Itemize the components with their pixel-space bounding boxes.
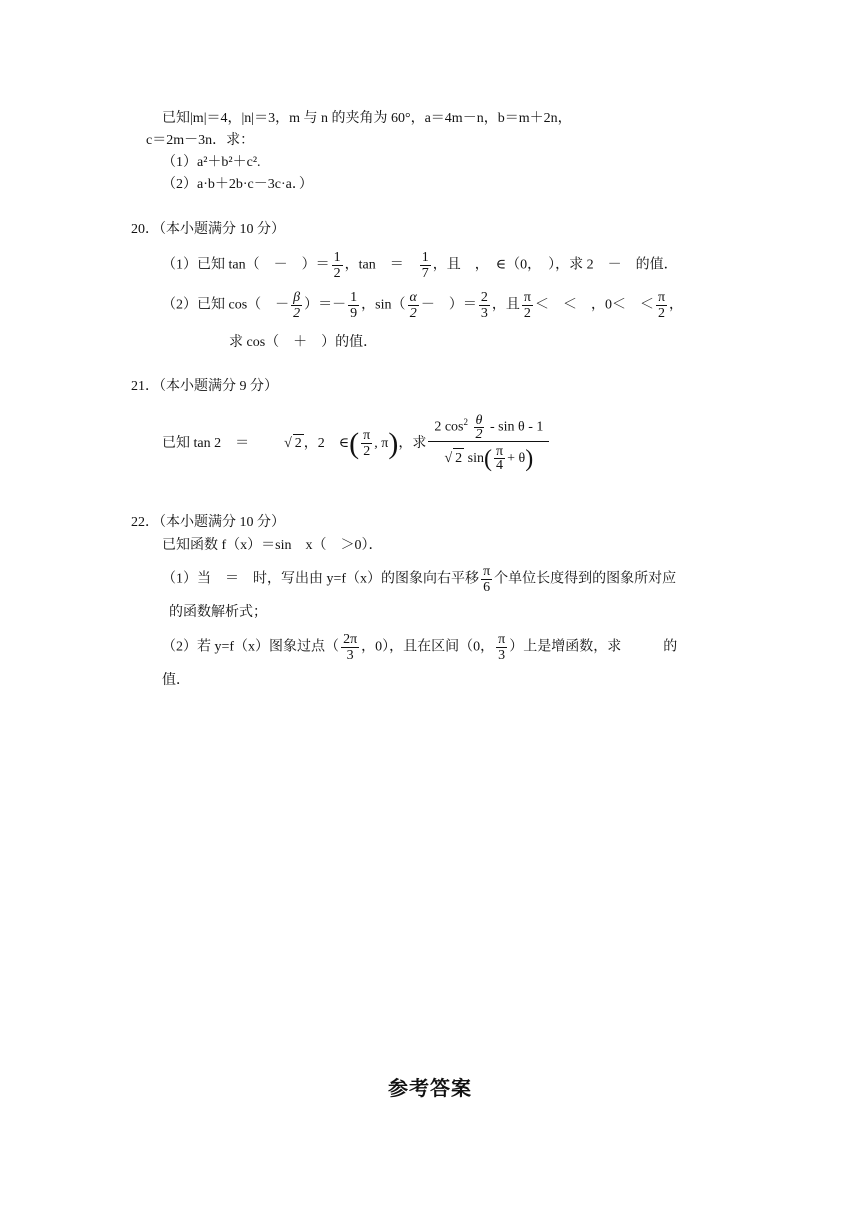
q21-mid: ，2 ∈ bbox=[303, 435, 350, 451]
q22-part2-line2: 值． bbox=[162, 673, 190, 688]
q20-p1-prefix: （1）已知 tan（ － ）＝ bbox=[162, 257, 330, 273]
q20-header: 20．（本小题满分 10 分） bbox=[131, 222, 285, 237]
q22-header: 22．（本小题满分 10 分） bbox=[131, 515, 285, 530]
q20-p2-f: ＜ ＜ ，0＜ ＜ bbox=[534, 297, 654, 313]
q22-p1-b: 个单位长度得到的图象所对应 bbox=[494, 571, 677, 587]
q19-line2: c＝2m－3n．求： bbox=[146, 133, 255, 148]
fraction-two-pi-third: $\frac{2\pi}{3}$ bbox=[343, 632, 358, 663]
fraction-pi-sixth: $\frac{\pi}{6}$ bbox=[483, 564, 491, 595]
q20-p1-suffix: ，且 ， ∈（0， ），求 2 － 的值． bbox=[432, 257, 678, 273]
q21-ask: ，求 bbox=[398, 435, 427, 451]
q20-part1 bbox=[162, 250, 678, 281]
fraction-pi-half-a: $\frac{\pi}{2}$ bbox=[523, 290, 531, 321]
fraction-two-thirds: $\frac{2}{3}$ bbox=[480, 290, 488, 321]
q19-part2: （2）a·b＋2b·c－3c·a．） bbox=[162, 177, 313, 192]
fraction-beta-half: $\frac{\beta}{2}$ bbox=[293, 290, 301, 321]
q21-header: 21．（本小题满分 9 分） bbox=[131, 379, 278, 394]
fraction-one-half: $\frac{1}{2}$ bbox=[333, 250, 341, 281]
q20-part2-line2: 求 cos（ ＋ ）的值． bbox=[229, 335, 378, 350]
q19-part1: （1）a²＋b²＋c². bbox=[162, 155, 261, 170]
q22-part1-line2: 的函数解析式； bbox=[169, 605, 267, 620]
q20-p2-d: － ）＝ bbox=[420, 297, 477, 313]
fraction-one-seventh: $\frac{1}{7}$ bbox=[421, 250, 429, 281]
fraction-alpha-half: $\frac{\alpha}{2}$ bbox=[409, 290, 417, 321]
q22-p2-b: ，0），且在区间（0， bbox=[361, 639, 495, 655]
q22-intro: 已知函数 f（x）＝sin x（ ＞0）． bbox=[162, 538, 383, 553]
q20-p2-e: ，且 bbox=[491, 297, 520, 313]
q22-p1-a: （1）当 ＝ 时，写出由 y=f（x）的图象向右平移 bbox=[162, 571, 480, 587]
interval-pi-half-pi: ( $\frac{\pi}{2}$ , π ) bbox=[349, 426, 399, 460]
q20-p2-b: ）＝－ bbox=[304, 297, 347, 313]
fraction-pi-half-b: $\frac{\pi}{2}$ bbox=[657, 290, 666, 321]
sqrt-two: √ 2 bbox=[284, 436, 302, 452]
q22-p2-a: （2）若 y=f（x）图象过点（ bbox=[162, 639, 340, 655]
q19-line1: 已知|m|＝4，|n|＝3，m 与 n 的夹角为 60°，a＝4m－n，b＝m＋2n， bbox=[162, 111, 572, 126]
q21-big-fraction: 2 $\cos^2$ $\frac{\theta}{2}$ - sin θ - 1 √ 2 sin ( $\frac{\pi}{4}$ + θ ) bbox=[428, 412, 549, 476]
fraction-one-ninth: $\frac{1}{9}$ bbox=[350, 290, 358, 321]
q22-part1 bbox=[162, 564, 676, 595]
q20-p2-prefix: （2）已知 cos（ － bbox=[162, 297, 290, 313]
q21-body bbox=[162, 412, 551, 482]
q21-prefix: 已知 tan 2 ＝ bbox=[162, 435, 250, 451]
q22-part2 bbox=[162, 632, 677, 663]
q20-p2-g: ， bbox=[669, 297, 684, 313]
q22-p2-c: ）上是增函数，求 的 bbox=[509, 639, 678, 655]
q20-p2-c: ，sin（ bbox=[361, 297, 406, 313]
answer-section-title: 参考答案 bbox=[388, 1076, 472, 1100]
fraction-pi-third: $\frac{\pi}{3}$ bbox=[498, 632, 506, 663]
q20-p1-mid: ，tan ＝ bbox=[344, 257, 418, 273]
q20-part2 bbox=[162, 290, 683, 321]
